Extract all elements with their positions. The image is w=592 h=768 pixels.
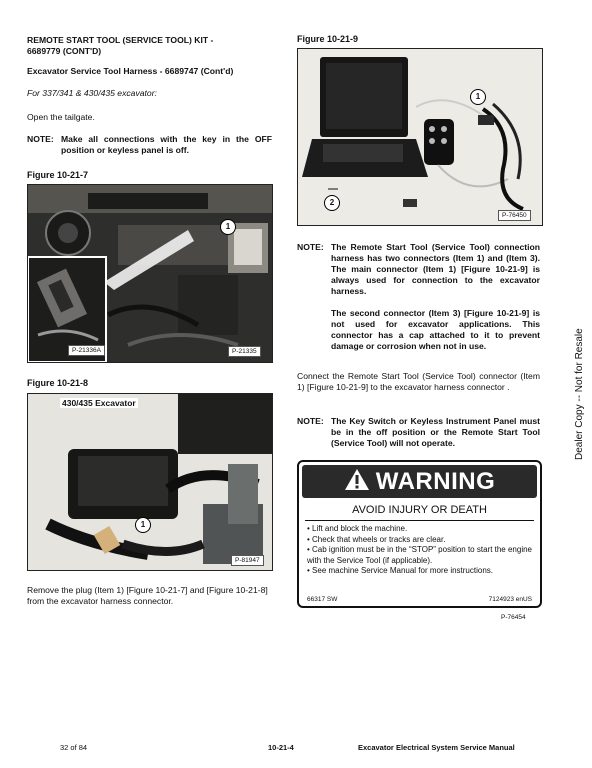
callout-item-1: 1 (135, 517, 151, 533)
note-connectors (297, 242, 540, 352)
warning-code-left: 66317 SW (307, 596, 338, 603)
warning-bullet: • Check that wheels or tracks are clear. (307, 535, 532, 546)
figure-10-21-9-photo (297, 48, 543, 226)
warning-subheader: AVOID INJURY OR DEATH (352, 504, 487, 516)
figure-10-21-8-title: Figure 10-21-8 (27, 378, 89, 388)
photo-tag: P-81947 (231, 555, 264, 566)
figure-10-21-7-photo (27, 184, 273, 363)
warning-header-bar (302, 465, 537, 498)
figure-10-21-9-title: Figure 10-21-9 (297, 34, 359, 44)
warning-photo-tag: P-76454 (501, 614, 526, 621)
harness-connector-illustration (28, 394, 272, 570)
note-key-switch (297, 416, 540, 449)
warning-triangle-icon (344, 468, 370, 496)
step-connect-tool: Connect the Remote Start Tool (Service Tool) connector (Item 1) [Figure 10-21-9] to the excavator harness connector . (297, 371, 540, 392)
heading-line-1: REMOTE START TOOL (SERVICE TOOL) KIT - (27, 35, 214, 45)
footer-page-number: 32 of 84 (60, 743, 88, 752)
engine-bay-illustration (28, 185, 272, 362)
subheading: Excavator Service Tool Harness - 6689747 (Cont'd) (27, 66, 234, 76)
callout-item-1: 1 (470, 89, 486, 105)
step-open-tailgate: Open the tailgate. (27, 112, 95, 122)
note-text: The Key Switch or Keyless Instrument Panel must be in the off position or the Remote Start Tool (Service Tool) will not operate. (331, 416, 540, 448)
note-connections (27, 134, 272, 156)
step-remove-plug: Remove the plug (Item 1) [Figure 10-21-7] and [Figure 10-21-8] from the excavator harness connector. (27, 585, 268, 606)
section-heading (27, 35, 277, 57)
footer-section: 10-21-4 (268, 743, 294, 752)
photo-tag: P-76450 (498, 210, 531, 221)
heading-line-2: 6689779 (CONT'D) (27, 46, 102, 56)
warning-bullet: • Lift and block the machine. (307, 524, 532, 535)
figure-10-21-8-photo (27, 393, 273, 571)
warning-header-text: WARNING (375, 467, 496, 495)
figure-8-model-label: 430/435 Excavator (62, 398, 136, 408)
warning-decal (297, 460, 542, 608)
note-paragraph-2: The second connector (Item 3) [Figure 10-21-9] is not used for excavator applications. This connector has a cap attached to it to prevent damage or corrosion when not in use. (331, 308, 540, 351)
applies-to: For 337/341 & 430/435 excavator: (27, 88, 157, 98)
note-label: NOTE: (297, 416, 324, 426)
note-paragraph-1: The Remote Start Tool (Service Tool) connection harness has two connectors (Item 1) and (Item 3). The main connector (Item 1) [Figure 10-21-9] is always used for connection to the excavator harness. (331, 242, 540, 296)
callout-item-2: 2 (324, 195, 340, 211)
warning-bullet: • Cab ignition must be in the “STOP” position to start the engine with the Service Tool (if applicable). (307, 545, 532, 566)
note-text: Make all connections with the key in the OFF position or keyless panel is off. (61, 134, 272, 155)
warning-code-right: 7124923 enUS (488, 596, 532, 603)
photo-tag-inset: P-21336A (68, 345, 105, 356)
warning-bullet: • See machine Service Manual for more instructions. (307, 566, 532, 577)
note-label: NOTE: (297, 242, 324, 252)
note-label: NOTE: (27, 134, 54, 144)
figure-10-21-7-title: Figure 10-21-7 (27, 170, 89, 180)
side-watermark-text: Dealer Copy -- Not for Resale (574, 328, 585, 460)
warning-bullet-list (299, 521, 540, 577)
callout-item-1: 1 (220, 219, 236, 235)
footer-manual-title: Excavator Electrical System Service Manual (358, 743, 515, 752)
photo-tag: P-21335 (228, 346, 261, 357)
